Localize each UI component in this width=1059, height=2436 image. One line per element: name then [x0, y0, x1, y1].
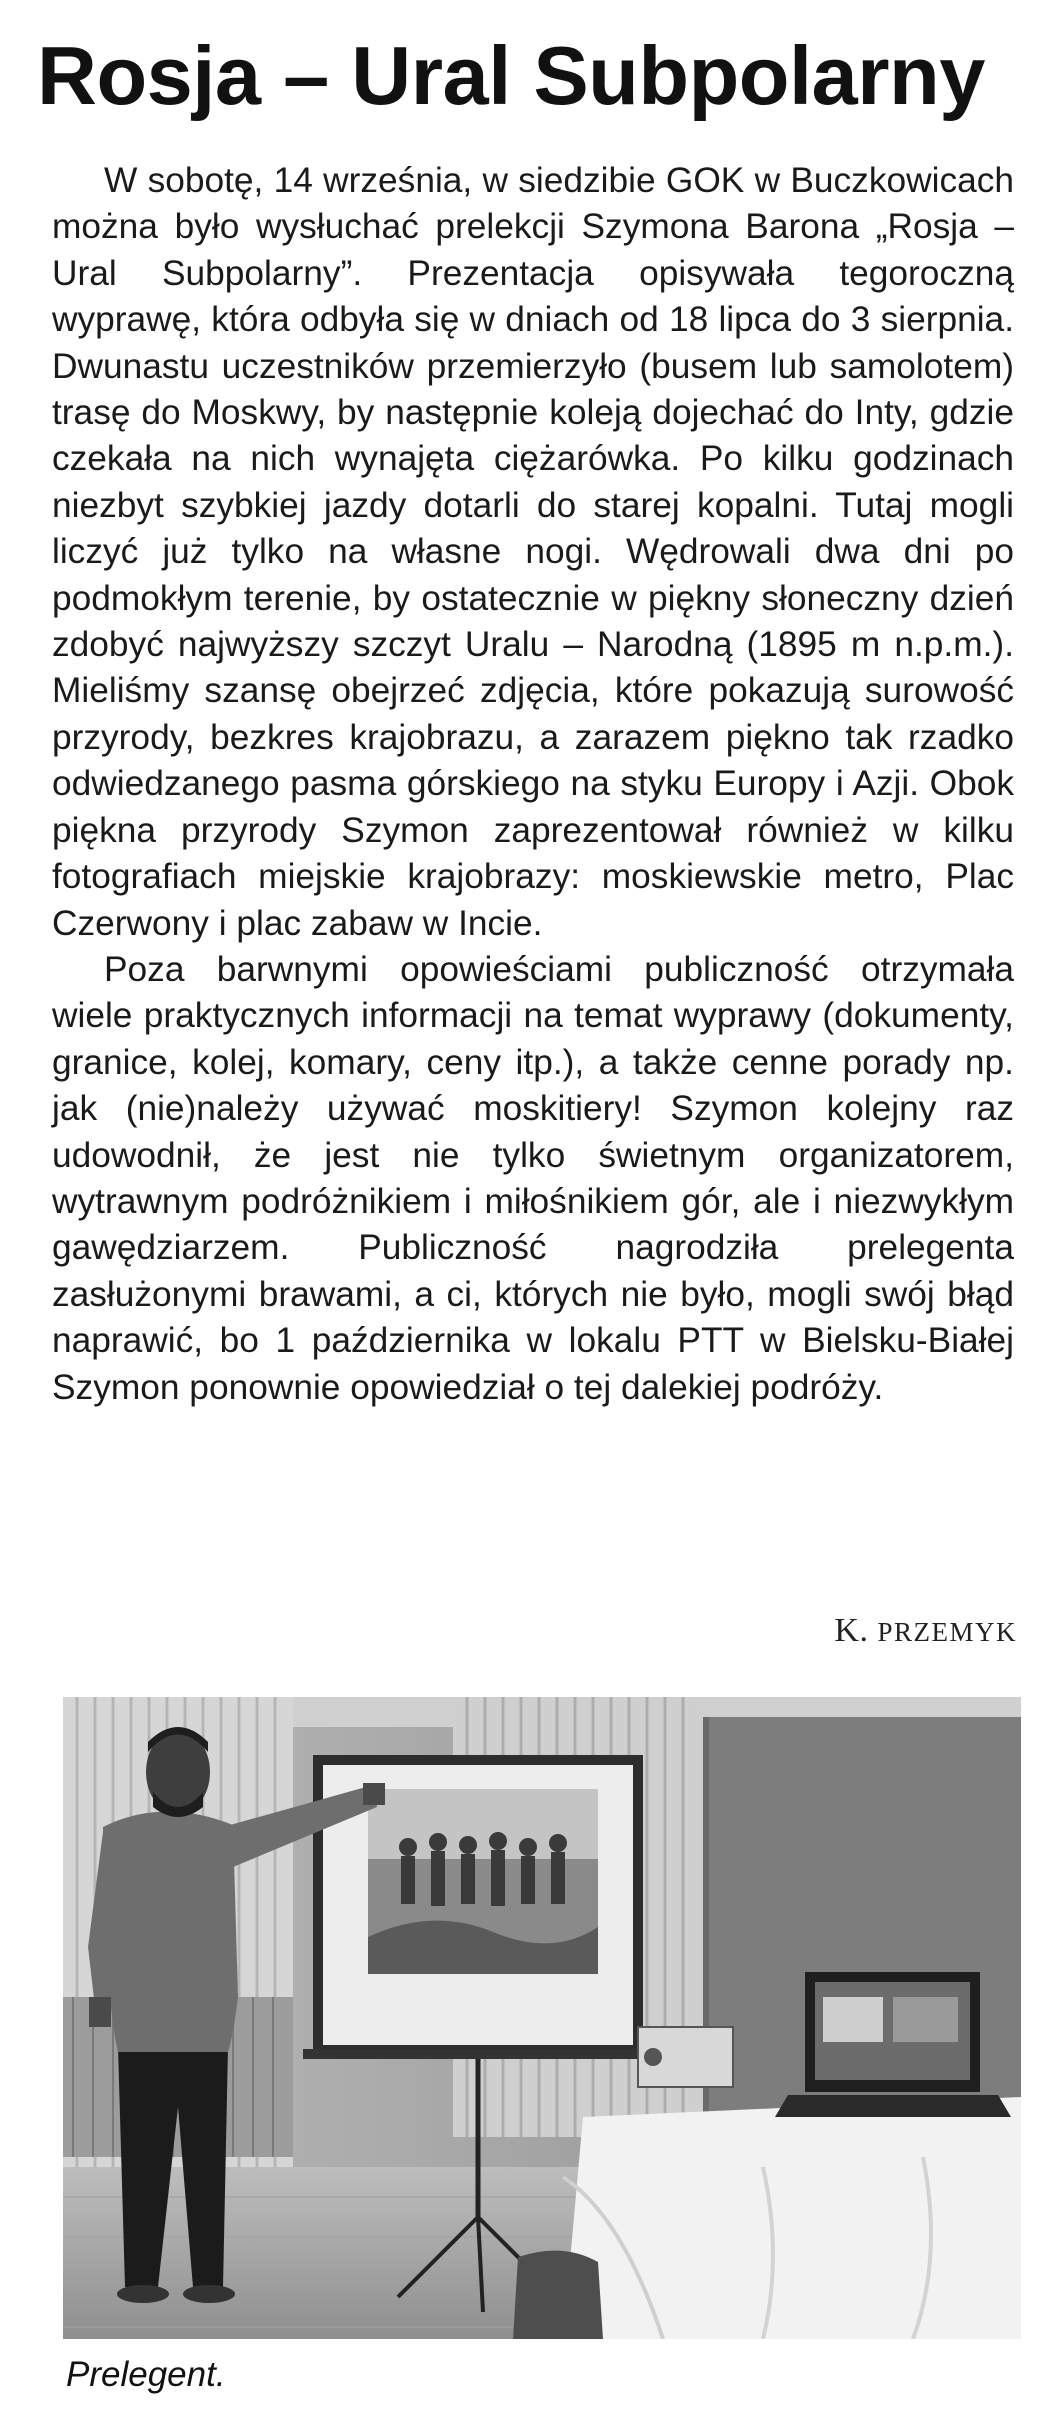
article-paragraph-1: W sobotę, 14 września, w siedzibie GOK w Buczkowicach można było wysłuchać prelekcji Szymona Barona „Rosja – Ural Subpolarny”. Prezentacja opisywała tegoroczną wyprawę, która odbyła się w dniach od 18 lipca do 3 sierpnia. Dwunastu uczestników przemierzyło (busem lub samolotem) trasę do Moskwy, by następnie koleją dojechać do Inty, gdzie czekała na nich wynajęta ciężarówka. Po kilku godzinach niezbyt szybkiej jazdy dotarli do starej kopalni. Tutaj mogli liczyć już tylko na własne nogi. Wędrowali dwa dni po podmokłym terenie, by ostatecznie w piękny słoneczny dzień zdobyć najwyższy szczyt Uralu – Narodną (1895 m n.p.m.). Mieliśmy szansę obejrzeć zdjęcia, które pokazują surowość przyrody, bezkres krajobrazu, a zarazem piękno tak rzadko odwiedzanego pasma górskiego na styku Europy i Azji. Obok piękna przyrody Szymon zaprezentował również w kilku fotografiach miejskie krajobrazy: moskiewskie metro, Plac Czerwony i plac zabaw w Incie.: [52, 161, 1014, 943]
article-title: Rosja – Ural Subpolarny: [37, 29, 985, 122]
article-paragraph-2: Poza barwnymi opowieściami publiczność otrzymała wiele praktycznych informacji na temat wyprawy (dokumenty, granice, kolej, komary, ceny itp.), a także cenne porady np. jak (nie)należy używać moskitiery! Szymon kolejny raz udowodnił, że jest nie tylko świetnym organizatorem, wytrawnym podróżnikiem i miłośnikiem gór, ale i niezwykłym gawędziarzem. Publiczność nagrodziła prelegenta zasłużonymi brawami, a ci, których nie było, mogli swój błąd naprawić, bo 1 października w lokalu PTT w Bielsku-Białej Szymon ponownie opowiedział o tej dalekiej podróży.: [52, 949, 1014, 1407]
author-surname: PRZEMYK: [877, 1617, 1017, 1647]
author-initial: K.: [834, 1612, 869, 1649]
laptop: [775, 1972, 1011, 2117]
author-signature: [834, 1612, 1017, 1650]
photo-illustration: [63, 1697, 1021, 2339]
article-photo: [63, 1697, 1021, 2339]
photo-caption: Prelegent.: [66, 2355, 226, 2394]
article-body: [52, 158, 1014, 1411]
